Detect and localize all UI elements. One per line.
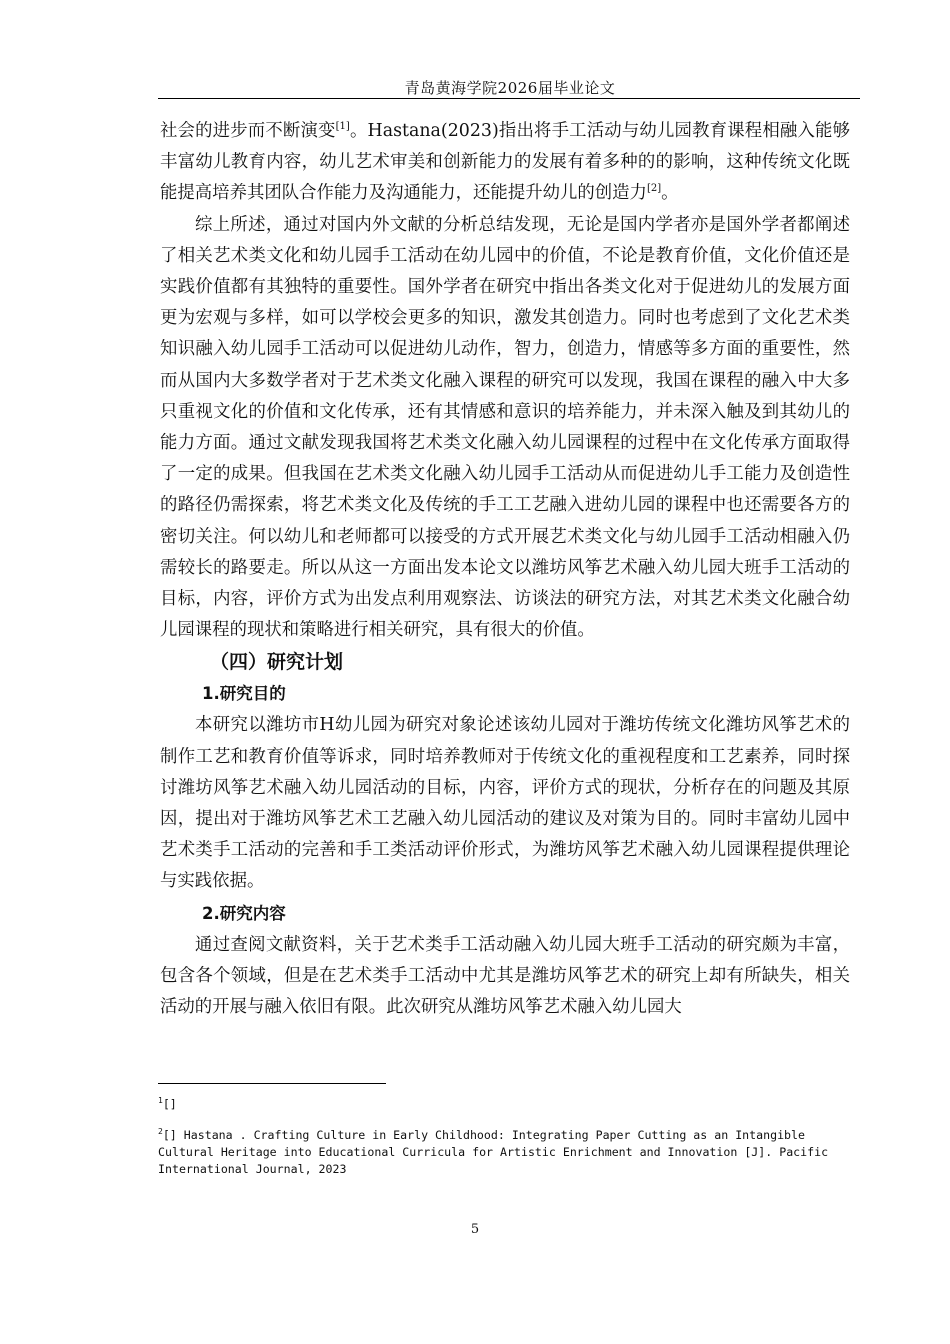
paragraph-text: 社会的进步而不断演变 [160,121,336,141]
section-heading: （四）研究计划 [210,651,344,674]
footnote-text: [] Hastana . Crafting Culture in Early Childhood: Integrating Paper Cutting as an Intangible Cultural Heritage into Educational Curricula for Artistic Enrichment and Innovation [J]. Pacific International Journal, 2023 [158,1128,829,1176]
footnote-mark: 2 [158,1127,163,1137]
footnote-mark: 1 [158,1096,163,1106]
footnote-2 [158,1127,858,1178]
paragraph-summary: 综上所述，通过对国内外文献的分析总结发现，无论是国内学者亦是国外学者都阐述了相关艺术类文化和幼儿园手工活动在幼儿园中的价值，不论是教育价值，文化价值还是实践价值都有其独特的重要性。国外学者在研究中指出各类文化对于促进幼儿的发展方面更为宏观与多样，如可以学校会更多的知识，激发其创造力。同时也考虑到了文化艺术类知识融入幼儿园手工活动可以促进幼儿动作，智力，创造力，情感等多方面的重要性，然而从国内大多数学者对于艺术类文化融入课程的研究可以发现，我国在课程的融入中大多只重视文化的价值和文化传承，还有其情感和意识的培养能力，并未深入触及到其幼儿的能力方面。通过文献发现我国将艺术类文化融入幼儿园课程的过程中在文化传承方面取得了一定的成果。但我国在艺术类文化融入幼儿园手工活动从而促进幼儿手工能力及创造性的路径仍需探索，将艺术类文化及传统的手工工艺融入进幼儿园的课程中也还需要各方的密切关注。何以幼儿和老师都可以接受的方式开展艺术类文化与幼儿园手工活动相融入仍需较长的路要走。所以从这一方面出发本论文以潍坊风筝艺术融入幼儿园大班手工活动的目标，内容，评价方式为出发点利用观察法、访谈法的研究方法，对其艺术类文化融合幼儿园课程的现状和策略进行相关研究，具有很大的价值。 [160,214,850,641]
paragraph-continued [160,116,850,210]
running-header: 青岛黄海学院2026届毕业论文 [404,79,616,97]
footnote-rule [158,1083,386,1084]
paragraph-text: 。Hastana(2023)指出将手工活动与幼儿园教育课程相融入能够丰富幼儿教育内容，幼儿艺术审美和创新能力的发展有着多种的的影响，这种传统文化既能提高培养其团队合作能力及沟通能力，还能提升幼儿的创造力 [160,121,850,204]
subsection-heading-purpose: 1.研究目的 [202,684,286,704]
paragraph-content: 通过查阅文献资料，关于艺术类手工活动融入幼儿园大班手工活动的研究颇为丰富，包含各个领域，但是在艺术类手工活动中尤其是潍坊风筝艺术的研究上却有所缺失，相关活动的开展与融入依旧有限。此次研究从潍坊风筝艺术融入幼儿园大 [160,934,850,1018]
paragraph-text: 。 [661,183,679,204]
page-number: 5 [470,1222,480,1237]
footnotes [158,1096,858,1192]
body-text [160,116,850,1023]
paragraph-purpose: 本研究以潍坊市H幼儿园为研究对象论述该幼儿园对于潍坊传统文化潍坊风筝艺术的制作工艺和教育价值等诉求，同时培养教师对于传统文化的重视程度和工艺素养，同时探讨潍坊风筝艺术融入幼儿园活动的目标，内容，评价方式的现状，分析存在的问题及其原因，提出对于潍坊风筝艺术工艺融入幼儿园活动的建议及对策为目的。同时丰富幼儿园中艺术类手工活动的完善和手工类活动评价形式，为潍坊风筝艺术融入幼儿园课程提供理论与实践依据。 [160,715,850,892]
citation-ref-1[interactable]: [1] [335,121,350,133]
footnote-1 [158,1096,858,1113]
header-rule [158,98,860,99]
footnote-text: [] [162,1097,177,1111]
subsection-heading-content: 2.研究内容 [202,903,286,923]
citation-ref-2[interactable]: [2] [646,183,662,195]
